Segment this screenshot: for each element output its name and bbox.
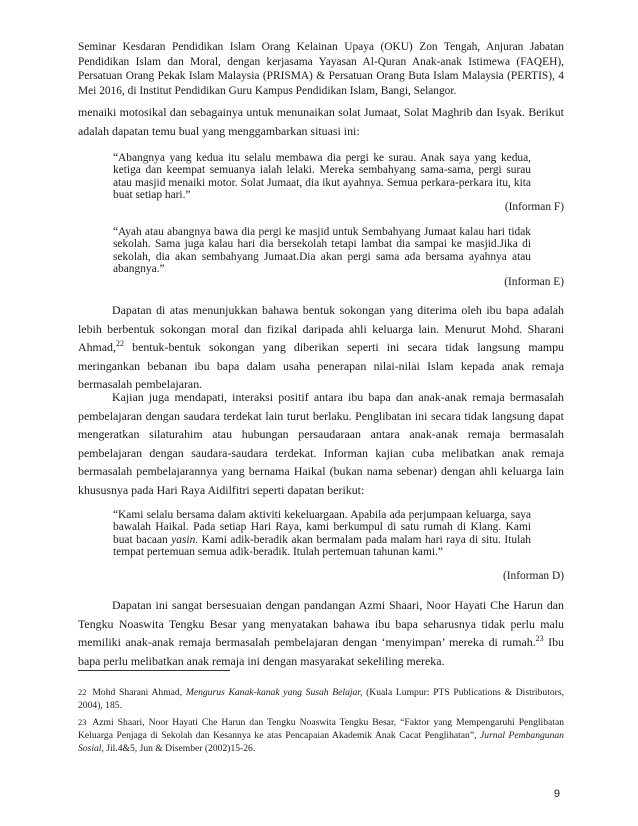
quote-d-text-b: . Kami adik-beradik akan bermalam pada malam hari raya di situ. Itulah tempat pertemuan semua adik-beradik. Itulah pertemuan tahunan kami.” bbox=[113, 533, 531, 559]
informant-label-d: (Informan D) bbox=[502, 570, 564, 582]
footnote-ref-22[interactable]: 22 bbox=[115, 339, 124, 349]
seminar-header: Seminar Kesdaran Pendidikan Islam Orang Kelainan Upaya (OKU) Zon Tengah, Anjuran Jabatan Pendidikan Islam dan Moral, dengan kerjasama Yayasan Al-Quran Anak-anak Istimewa (FAQEH), Persatuan Orang Pekak Islam Malaysia (PRISMA) & Persatuan Orang Buta Islam Malaysia (PERTIS), 4 Mei 2016, di Institut Pendidikan Guru Kampus Pendidikan Islam, Bangi, Selangor. bbox=[78, 41, 564, 97]
page-number: 9 bbox=[553, 788, 560, 800]
paragraph-4-text-a: Dapatan ini sangat bersesuaian dengan pandangan Azmi Shaari, Noor Hayati Che Harun dan Tengku Noaswita Tengku Besar yang menyatakan bahawa ibu bapa seharusnya tidak perlu malu memiliki anak-anak remaja bermasalah pembelajaran dengan ‘menyimpan’ mereka di rumah. bbox=[78, 598, 564, 650]
footnote-ref-23[interactable]: 23 bbox=[535, 634, 544, 644]
quote-d-text-a: “Kami selalu bersama dalam aktiviti kekeluargaan. Apabila ada perjumpaan keluarga, saya bawalah Haikal. Pada setiap Hari Raya, kami berkumpul di satu rumah di Klang. Kami buat bacaan bbox=[113, 509, 531, 546]
footnote-22-title: Mengurus Kanak-kanak yang Susah Belajar, bbox=[185, 687, 363, 698]
quote-informan-e: “Ayah atau abangnya bawa dia pergi ke masjid untuk Sembahyang Jumaat kalau hari tidak sekolah. Sama juga kalau hari dia bersekolah tetapi lambat dia sampai ke masjid.Jika di sekolah, dia akan sembahyang Jumaat.Dia akan pergi sama ada bersama ayahnya atau abangnya.” bbox=[113, 226, 531, 276]
quote-d-italic: yasin bbox=[171, 533, 196, 546]
footnote-23-text-b: , Jil.4&5, Jun & Disember (2002)15-26. bbox=[101, 743, 256, 755]
footnote-22-text-a: Mohd Sharani Ahmad, bbox=[92, 687, 186, 698]
informant-label-f: (Informan F) bbox=[504, 201, 564, 213]
paragraph-4 bbox=[78, 596, 564, 670]
footnote-separator bbox=[78, 670, 230, 671]
paragraph-2-text-a: Dapatan di atas menunjukkan bahawa bentuk sokongan yang diterima oleh ibu bapa adalah lebih berbentuk sokongan moral dan fizikal daripada ahli keluarga lain. Menurut Mohd. Sharani Ahmad, bbox=[78, 303, 564, 355]
footnote-22-text-b: (Kuala Lumpur: PTS Publications & Distributors, 2004), 185. bbox=[78, 687, 564, 712]
footnote-22 bbox=[78, 686, 564, 712]
paragraph-2 bbox=[78, 301, 564, 394]
footnote-23 bbox=[78, 716, 564, 756]
informant-label-e: (Informan E) bbox=[504, 276, 564, 288]
footnote-23-journal: Jurnal Pembangunan Sosial bbox=[78, 730, 564, 755]
quote-informan-f: “Abangnya yang kedua itu selalu membawa dia pergi ke surau. Anak saya yang kedua, ketiga dan keempat semuanya ialah lelaki. Mereka sembahyang sama-sama, pergi surau atau masjid menaiki motor. Solat Jumaat, dia ikut ayahnya. Semua perkara-perkara itu, kita buat setiap hari.” bbox=[113, 152, 531, 202]
paragraph-2-text-b: bentuk-bentuk sokongan yang diberikan seperti ini secara tidak langsung mampu meringankan bebanan ibu bapa dalam usaha penerapan nilai-nilai Islam kepada anak remaja bermasalah pembelajaran. bbox=[78, 340, 564, 392]
paragraph-3: Kajian juga mendapati, interaksi positif antara ibu bapa dan anak-anak remaja bermasalah pembelajaran dengan saudara terdekat lain turut berlaku. Penglibatan ini secara tidak langsung dapat mengeratkan silaturahim atau hubungan persaudaraan antara anak-anak remaja bermasalah pembelajaran dengan saudara-saudara terdekat. Informan kajian cuba melibatkan anak remaja bermasalah pembelajarannya yang bernama Haikal (bukan nama sebenar) dengan ahli keluarga lain khususnya pada Hari Raya Aidilfitri seperti dapatan berikut: bbox=[78, 390, 564, 497]
footnote-23-text-a: Azmi Shaari, Noor Hayati Che Harun dan Tengku Noaswita Tengku Besar, “Faktor yang Mempengaruhi Penglibatan Keluarga Penjaga di Sekolah dan Kesannya ke atas Pencapaian Akademik Anak Cacat Penglihatan”, bbox=[78, 717, 564, 742]
footnote-23-number: 23 bbox=[78, 718, 87, 727]
paragraph-1: menaiki motosikal dan sebagainya untuk menunaikan solat Jumaat, Solat Maghrib dan Isyak. Berikut adalah dapatan temu bual yang menggambarkan situasi ini: bbox=[78, 105, 564, 138]
paragraph-4-text-b: Ibu bapa perlu melibatkan anak remaja ini dengan masyarakat sekeliling mereka. bbox=[78, 635, 564, 668]
footnote-22-number: 22 bbox=[78, 688, 87, 697]
quote-informan-d bbox=[113, 509, 531, 559]
